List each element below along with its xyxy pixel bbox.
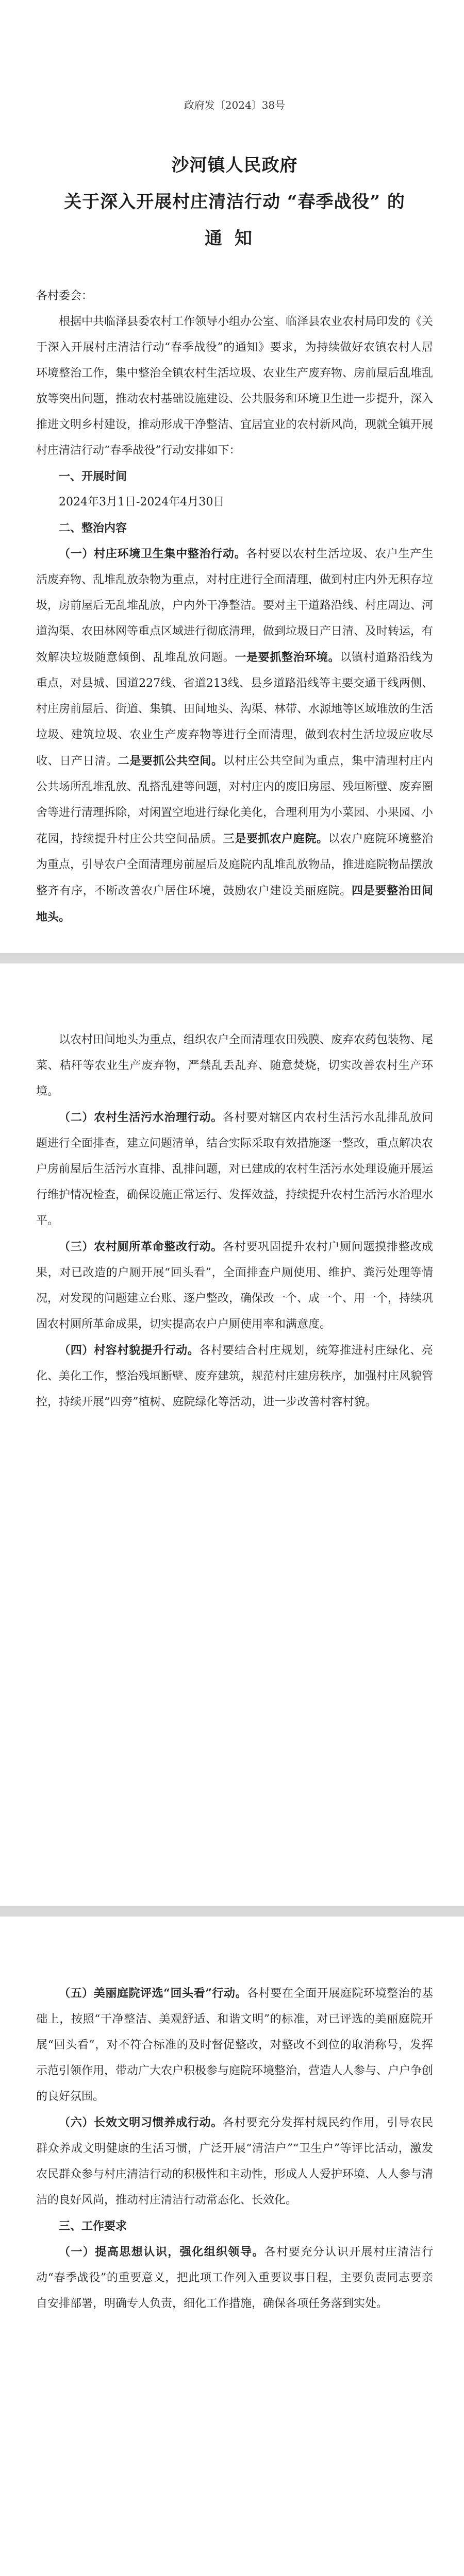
salutation: 各村委会： — [36, 290, 93, 302]
item-1-point-4-body: 以农户庭院环境整治为重点，引导农户全面清理房前屋后及庭院内乱堆乱放物品，推进庭院物品摆放整齐有序，不断改善农户居住环境，鼓励农户建设美丽庭院。 — [36, 833, 434, 897]
item-4-paragraph — [36, 1337, 433, 1415]
item-3-title: （三）农村厕所革命整改行动。 — [59, 1240, 223, 1253]
item-4-title: （四）村容村貌提升行动。 — [59, 1344, 200, 1357]
page-separator — [0, 1906, 464, 1917]
timing-date: 2024年3月1日-2024年4月30日 — [59, 496, 225, 509]
item-1-point-5-paragraph: 以农村田间地头为重点，组织农户全面清理农田残膜、废弃农药包装物、尾菜、秸秆等农业生产废弃物，严禁乱丢乱弃、随意焚烧，切实改善农村生产环境。 — [36, 1033, 434, 1098]
item-1-title: （一）村庄环境卫生集中整治行动。 — [59, 547, 246, 561]
item-5-paragraph — [36, 1980, 433, 2110]
item-5-body: 各村要在全面开展庭院环境整治的基础上，按照“干净整洁、美观舒适、和谐文明”的标准，对已评选的美丽庭院开展“回头看”，对不符合标准的及时督促整改，对整改不到位的取消称号，发挥示范引领作用，带动广大农户积极参与庭院环境整治，营造人人参与、户户争创的良好氛围。 — [36, 1987, 434, 2103]
item-6-paragraph — [36, 2110, 433, 2213]
document-title: 关于深入开展村庄清洁行动 “春季战役” 的 — [64, 192, 405, 212]
intro-paragraph: 根据中共临泽县委农村工作领导小组办公室、临泽县农业农村局印发的《关于深入开展村庄清洁行动“春季战役”的通知》要求，为持续做好农镇农村人居环境整治工作，集中整治全镇农村生活垃圾、农业生产废弃物、房前屋后乱堆乱放等突出问题，推动农村基础设施建设、公共服务和环境卫生进一步提升，深入推进文明乡村建设，推动形成干净整洁、宜居宜业的农村新风尚，现就全镇开展村庄清洁行动“春季战役”行动安排如下： — [36, 315, 434, 457]
item-1-point-3-body: 以村庄公共空间为重点，集中清理村庄内公共场所乱堆乱放、乱搭乱建等问题，对村庄内的废旧房屋、残垣断壁、废弃圈舍等进行清理拆除，对闲置空地进行绿化美化，合理利用为小菜园、小果园、小花园，持续提升村庄公共空间品质。 — [36, 755, 434, 845]
document-title-notice: 通知 — [205, 228, 264, 249]
item-2-paragraph — [36, 1105, 433, 1234]
item-5-title: （五）美丽庭院评选“回头看”行动。 — [59, 1987, 247, 2000]
issuer-title: 沙河镇人民政府 — [171, 155, 298, 176]
item-4-body: 各村要结合村庄规划，统筹推进村庄绿化、亮化、美化工作，整治残垣断壁、废弃建筑，规范村庄建房秩序，加强村庄风貌管控，持续开展“四旁”植树、庭院绿化等活动，进一步改善村容村貌。 — [36, 1344, 434, 1409]
item-1-point-3-title: 二是要抓公共空间。 — [118, 754, 223, 768]
document-number: 政府发〔2024〕38号 — [184, 99, 286, 111]
item-2-body: 各村要对辖区内农村生活污水乱排乱放问题进行全面排查，建立问题清单，结合实际采取有效措施逐一整改，重点解决农户房前屋后生活污水直排、乱排问题，对已建成的农村生活污水处理设施开展运行维护情况检查，确保设施正常运行、发挥效益，持续提升农村生活污水治理水平。 — [36, 1111, 434, 1227]
section-heading-content: 二、整治内容 — [59, 521, 127, 535]
item-1-point-4-title: 三是要抓农户庭院。 — [223, 832, 328, 845]
item-1-body: 各村要以农村生活垃圾、农户生产生活废弃物、乱堆乱放杂物为重点，对村庄进行全面清理，做到村庄内外无积存垃圾，房前屋后无乱堆乱放，户内外干净整洁。要对主干道路沿线、村庄周边、河道沟渠、农田林网等重点区域进行彻底清理，做到垃圾日产日清、及时转运，有效解决垃圾随意倾倒、乱堆乱放问题。 — [36, 548, 434, 664]
page-separator — [0, 953, 464, 963]
item-2-title: （二）农村生活污水治理行动。 — [59, 1111, 223, 1124]
item-1-point-2-title: 一是要抓整治环境。 — [235, 651, 340, 664]
item-1-point-5-title: 四是要整治田间地头。 — [36, 884, 433, 924]
document-page-1 — [0, 0, 464, 953]
item-6-body: 各村要充分发挥村规民约作用，引导农民群众养成文明健康的生活习惯，广泛开展“清洁户”“卫生户”等评比活动，激发农民群众参与村庄清洁行动的积极性和主动性，形成人人爱护环境、人人参与清洁的良好风尚，推动村庄清洁行动常态化、长效化。 — [36, 2116, 434, 2207]
section-heading-requirements: 三、工作要求 — [59, 2219, 127, 2233]
item-1-point-2-body: 以镇村道路沿线为重点，对县城、国道227线、省道213线、县乡道路沿线等主要交通干线两侧、村庄房前屋后、街道、集镇、田间地头、沟渠、林带、水源地等区域堆放的生活垃圾、建筑垃圾、农业生产废弃物等进行全面清理，做到农村生活垃圾应收尽收、日产日清。 — [36, 651, 434, 768]
item-1-paragraph — [36, 541, 433, 930]
requirement-1-body: 各村要充分认识开展村庄清洁行动“春季战役”的重要意义，把此项工作列入重要议事日程，主要负责同志要亲自安排部署，明确专人负责，细化工作措施，确保各项任务落到实处。 — [36, 2246, 433, 2310]
section-heading-timing: 一、开展时间 — [59, 470, 127, 483]
document-page-2 — [0, 963, 464, 1906]
document-page-3 — [0, 1917, 464, 2576]
item-3-body: 各村要巩固提升农村户厕问题摸排整改成果，对已改造的户厕开展“回头看”，全面排查户厕使用、维护、粪污处理等情况，对发现的问题建立台账、逐户整改，确保改一个、成一个、用一个，持续巩固农村厕所革命成果，切实提高农户户厕使用率和满意度。 — [36, 1241, 434, 1331]
requirement-1-title: （一）提高思想认识，强化组织领导。 — [59, 2245, 264, 2259]
item-6-title: （六）长效文明习惯养成行动。 — [59, 2116, 223, 2129]
item-3-paragraph — [36, 1234, 433, 1337]
requirement-1-paragraph — [36, 2239, 433, 2317]
